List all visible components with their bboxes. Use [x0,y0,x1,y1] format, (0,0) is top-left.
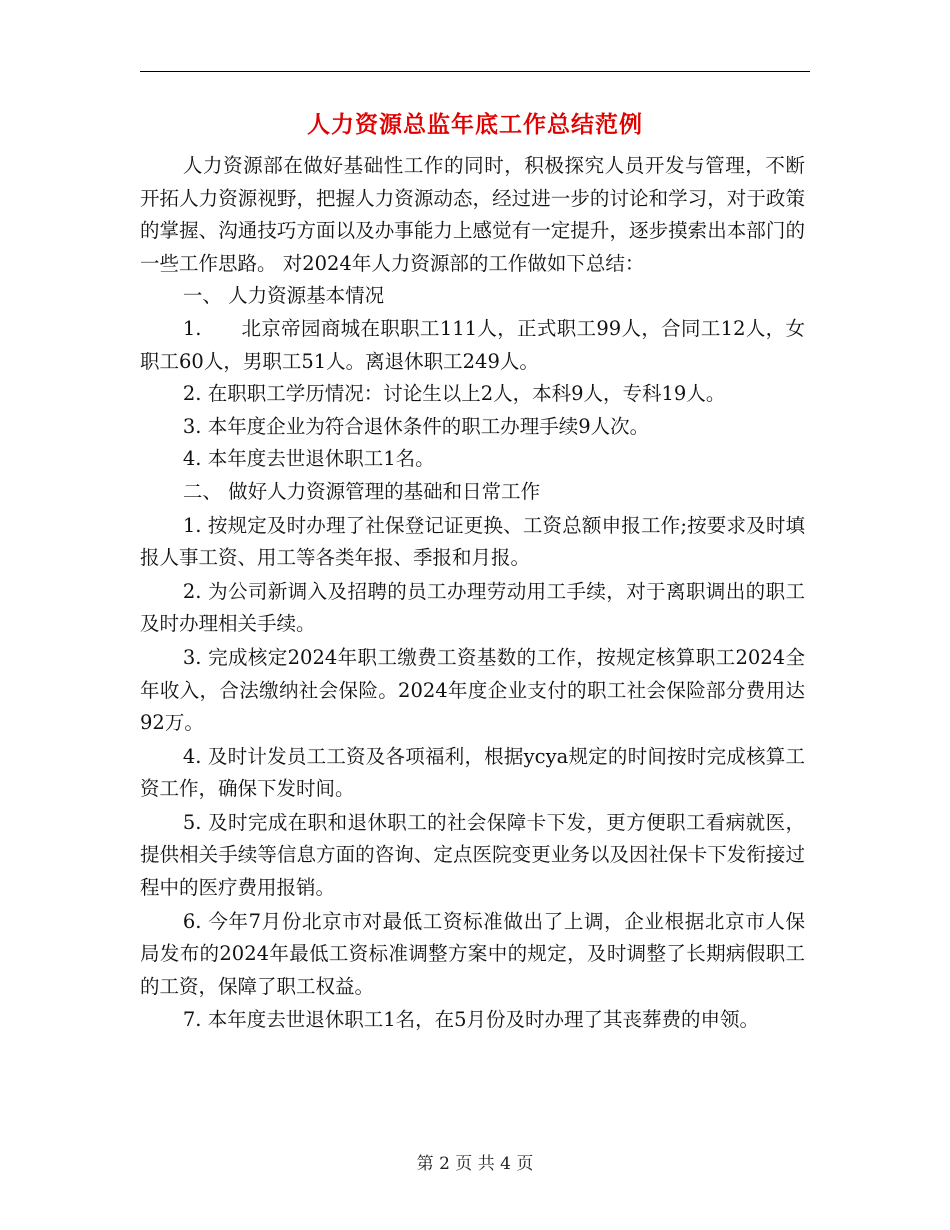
list-item: 3. 完成核定2024年职工缴费工资基数的工作，按规定核算职工2024全年收入，合法缴纳社会保险。2024年度企业支付的职工社会保险部分费用达92万。 [140,645,805,735]
list-item: 2. 为公司新调入及招聘的员工办理劳动用工手续，对于离职调出的职工及时办理相关手续。 [140,579,805,636]
list-item: 4. 及时计发员工工资及各项福利，根据ycya规定的时间按时完成核算工资工作，确保下发时间。 [140,744,805,801]
document-title: 人力资源总监年底工作总结范例 [307,111,643,138]
header-rule [140,71,810,72]
list-item: 1. 北京帝园商城在职职工111人，正式职工99人，合同工12人，女职工60人，男职工51人。离退休职工249人。 [140,316,805,373]
page-number: 第 2 页 共 4 页 [416,1154,534,1174]
list-item: 2. 在职职工学历情况：讨论生以上2人，本科9人，专科19人。 [182,382,726,406]
list-item: 4. 本年度去世退休职工1名。 [182,447,435,471]
section-heading-1: 一、 人力资源基本情况 [182,284,385,308]
list-item: 7. 本年度去世退休职工1名，在5月份及时办理了其丧葬费的申领。 [182,1008,760,1032]
section-heading-2: 二、 做好人力资源管理的基础和日常工作 [182,479,541,503]
list-item: 3. 本年度企业为符合退休条件的职工办理手续9人次。 [182,414,650,438]
intro-paragraph: 人力资源部在做好基础性工作的同时，积极探究人员开发与管理，不断开拓人力资源视野，把握人力资源动态，经过进一步的讨论和学习，对于政策的掌握、沟通技巧方面以及办事能力上感觉有一定提升，逐步摸索出本部门的一些工作思路。 对2024年人力资源部的工作做如下总结： [140,154,805,275]
list-item: 5. 及时完成在职和退休职工的社会保障卡下发，更方便职工看病就医，提供相关手续等信息方面的咨询、定点医院变更业务以及因社保卡下发衔接过程中的医疗费用报销。 [140,810,805,900]
list-item: 1. 按规定及时办理了社保登记证更换、工资总额申报工作;按要求及时填报人事工资、用工等各类年报、季报和月报。 [140,513,805,570]
list-item: 6. 今年7月份北京市对最低工资标准做出了上调，企业根据北京市人保局发布的2024年最低工资标准调整方案中的规定，及时调整了长期病假职工的工资，保障了职工权益。 [140,909,805,998]
document-body [140,150,805,1037]
